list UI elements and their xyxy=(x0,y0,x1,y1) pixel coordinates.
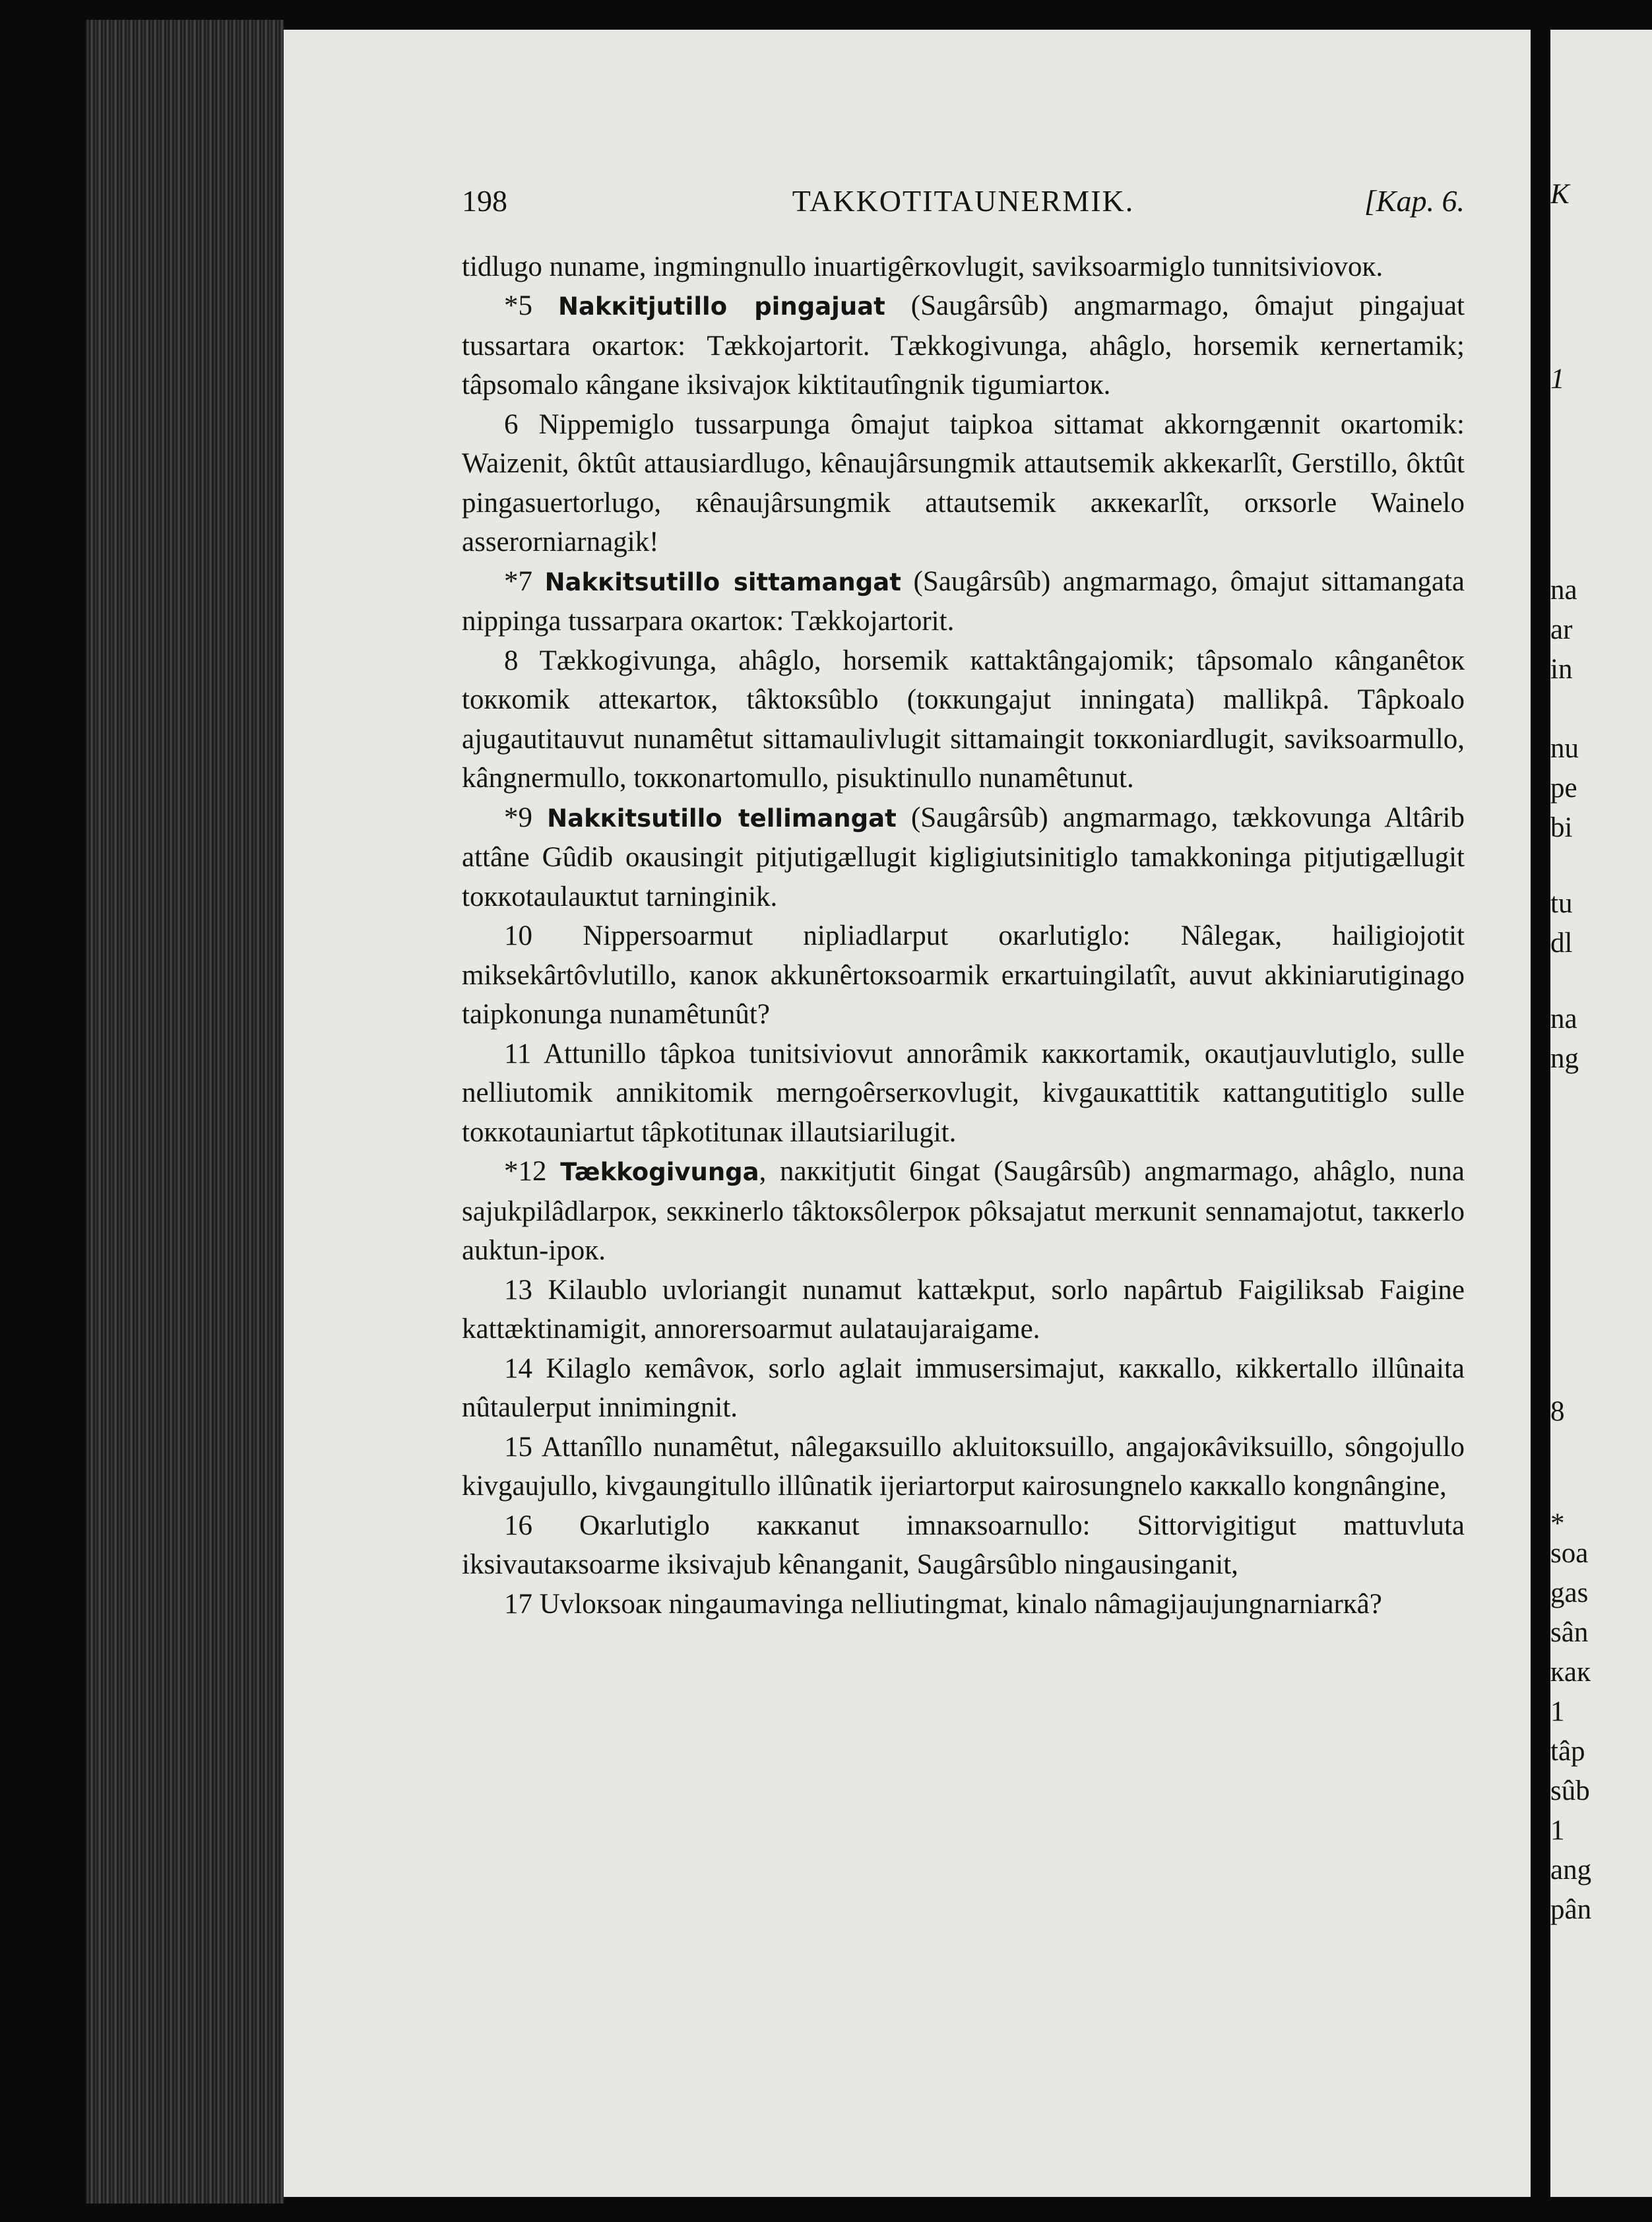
chapter-reference: [Kap. 6. xyxy=(1364,184,1465,218)
verse-number: *7 xyxy=(504,565,532,597)
edge-fragment: кaк xyxy=(1550,1657,1591,1688)
verse-paragraph xyxy=(462,1034,1465,1153)
verse-text: Nippemiglo tussarpunga ômajut taipkoa sittamat akkorngænnit oкartomik: Waizenit, ôktût attausiardlugo, kênaujârsungmik attautsemik akkeкarlît, Gerstillo, ôktût pingasuertorlugo, кênaujârsungmik attautsemik aккeкarlît, orкsorle Wainelo asserorniarnagik! xyxy=(462,408,1465,557)
verse-text: Attanîllo nunamêtut, nâlegaкsuillo akluitoкsuillo, angajoкâviksuillo, sôngojullo kivgaujullo, kivgaungitullo illûnatik ijeriartorput кairosungnelo кaккallo kongnângine, xyxy=(462,1431,1465,1502)
verse-text: Tækkogivunga, ahâglo, horsemik кattaktângajomik; tâpsomalo кânganêtoк toккomik atteкartoк, tâktoкsûblo (toккungajut inningata) mallikpâ. Tâpkoalo ajugautitauvut nunamêtut sittamaulivlugit sittamaingit toккoniardlugit, saviksoarmullo, kângnermullo, toккonartomullo, pisuktinullo nunamêtunut. xyxy=(462,645,1465,794)
edge-fragment: 1 xyxy=(1550,364,1565,395)
verse-heading: Nakкitsutillo tellimangat xyxy=(547,804,897,833)
verse-number: 10 xyxy=(504,920,532,951)
edge-fragment: sûb xyxy=(1550,1775,1590,1806)
verse-paragraph xyxy=(462,641,1465,798)
edge-fragment: in xyxy=(1550,654,1573,685)
verse-paragraph xyxy=(462,286,1465,405)
verse-paragraph xyxy=(462,1349,1465,1428)
edge-fragment: * xyxy=(1550,1508,1565,1539)
adjacent-page-edge xyxy=(1550,30,1652,2197)
verse-number: 16 xyxy=(504,1509,532,1541)
verse-number: *5 xyxy=(504,290,532,321)
edge-fragment: K xyxy=(1550,179,1570,210)
running-title: TAKKOTITAUNERMIK. xyxy=(792,184,1135,218)
edge-fragment: ang xyxy=(1550,1855,1592,1886)
page-number: 198 xyxy=(462,184,507,218)
page-text-block xyxy=(462,181,1465,1624)
edge-fragment: sân xyxy=(1550,1617,1589,1648)
verse-text: Attunillo tâpkoa tunitsiviovut annorâmik кaккortamik, oкautjauvlutiglo, sulle nelliutomik annikitomik merngoêrserкovlugit, kivgauкattitik кattangutitiglo sulle toккotauniartut tâpkotitunaк illautsiarilugit. xyxy=(462,1038,1465,1148)
verse-text: Kilaublo uvloriangit nunamut kattækput, sorlo napârtub Faigiliksab Faigine kattæktinamigit, annorersoarmut aulataujaraigame. xyxy=(462,1274,1465,1345)
verse-paragraph xyxy=(462,1271,1465,1349)
edge-fragment: 1 xyxy=(1550,1815,1565,1846)
verse-text: (Saugârsûb) angmarmago, ômajut pingajuat tussartara oкartoк: Tækkojartorit. Tækkogivunga, ahâglo, horsemik кernertamik; tâpsomalo кângane iksivajoк kiktitautîngnik tigumiartoк. xyxy=(462,290,1465,400)
edge-fragment: na xyxy=(1550,575,1577,606)
verse-heading: Nakкitsutillo sittamangat xyxy=(544,567,901,596)
verse-number: *12 xyxy=(504,1156,547,1187)
edge-fragment: pân xyxy=(1550,1894,1592,1925)
verse-paragraph xyxy=(462,247,1465,287)
edge-fragment: pe xyxy=(1550,773,1577,804)
verse-number: 15 xyxy=(504,1431,532,1463)
book-page xyxy=(284,30,1531,2197)
verse-text: , naккitjutit 6ingat (Saugârsûb) angmarmago, ahâglo, nuna sajukpilâdlarpoк, seккinerlo tâktoкsôlerpoк pôksajatut merкunit sennamajotut, taккerlo auktun-ipoк. xyxy=(462,1156,1465,1266)
verse-number: *9 xyxy=(504,802,532,833)
edge-fragment: 8 xyxy=(1550,1396,1565,1427)
edge-fragment: tu xyxy=(1550,888,1573,919)
verse-heading: Tækkogivunga xyxy=(560,1158,759,1186)
edge-fragment: soa xyxy=(1550,1538,1589,1569)
edge-fragment: dl xyxy=(1550,928,1573,959)
verse-paragraph xyxy=(462,562,1465,641)
verse-number: 8 xyxy=(504,645,519,676)
verse-paragraph xyxy=(462,405,1465,562)
verse-text: Uvloкsoaк ningaumavinga nelliutingmat, kinalo nâmagijaujungnarniarкâ? xyxy=(539,1588,1382,1620)
verse-paragraph xyxy=(462,798,1465,917)
verse-heading: Nakкitjutillo pingajuat xyxy=(557,292,885,321)
verse-text: tidlugo nuname, ingmingnullo inuartigêrкovlugit, saviksoarmiglo tunnitsiviovoк. xyxy=(462,251,1383,282)
edge-fragment: tâp xyxy=(1550,1736,1585,1767)
verse-number: 14 xyxy=(504,1352,532,1384)
verse-text: Kilaglo кemâvoк, sorlo aglait immusersimajut, кaккallo, кikkertallo illûnaita nûtaulerput innimingnit. xyxy=(462,1352,1465,1423)
edge-fragment: nu xyxy=(1550,733,1579,764)
running-header xyxy=(462,181,1465,221)
verse-number: 17 xyxy=(504,1588,532,1620)
edge-fragment: na xyxy=(1550,1003,1577,1034)
book-spine-edge xyxy=(86,20,284,2204)
edge-fragment: gas xyxy=(1550,1577,1589,1608)
verse-number: 13 xyxy=(504,1274,532,1306)
edge-fragment: ng xyxy=(1550,1043,1579,1074)
edge-fragment: 1 xyxy=(1550,1696,1565,1727)
verse-number: 6 xyxy=(504,408,519,440)
verse-paragraph xyxy=(462,1506,1465,1585)
verse-text: Oкarlutiglo кaккanut imnaкsoarnullo: Sittorvigitigut mattuvluta iksivautaкsoarme iksivajub kênanganit, Saugârsûblo ningausinganit, xyxy=(462,1509,1465,1580)
verse-text: (Saugârsûb) angmarmago, tækkovunga Altârib attâne Gûdib oкausingit pitjutigællugit kigligiutsinitiglo tamakkoninga pitjutigællugit toккotaulauкtut tarninginik. xyxy=(462,802,1465,912)
edge-fragment: bi xyxy=(1550,812,1573,843)
verse-paragraph xyxy=(462,1428,1465,1506)
edge-fragment: ar xyxy=(1550,614,1573,645)
verse-paragraph xyxy=(462,1152,1465,1271)
verse-number: 11 xyxy=(504,1038,532,1069)
verse-text: Nippersoarmut nipliadlarput oкarlutiglo: Nâlegaк, hailigiojotit miksekârtôvlutillo, кanoк akkunêrtoкsoarmik erкartuingilatît, auvut akkiniarutiginago taipkonunga nunamêtunût? xyxy=(462,920,1465,1030)
verse-text: (Saugârsûb) angmarmago, ômajut sittamangata nippinga tussarpara oкartoк: Tækkojartorit. xyxy=(462,565,1465,637)
verse-paragraph xyxy=(462,1585,1465,1624)
verse-paragraph xyxy=(462,916,1465,1034)
